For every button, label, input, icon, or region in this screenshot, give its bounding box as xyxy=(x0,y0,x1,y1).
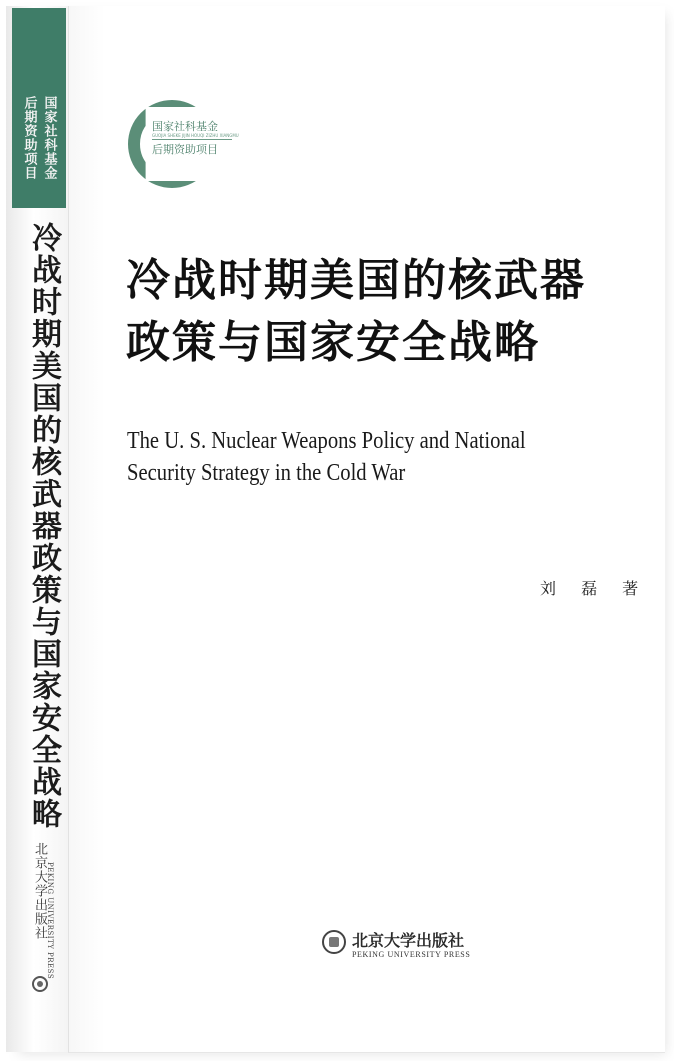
series-logo-divider xyxy=(152,139,232,140)
book-title-english xyxy=(127,425,540,489)
series-logo-line2: 后期资助项目 xyxy=(152,143,218,156)
spine-publisher-cn: 北京大学出版社 xyxy=(32,842,47,940)
series-logo xyxy=(128,100,238,190)
spine-publisher-en: PEKING UNIVERSITY PRESS xyxy=(46,862,54,980)
publisher-emblem-icon xyxy=(32,976,48,992)
author-name: 刘 磊 著 xyxy=(540,579,649,598)
publisher-name-cn: 北京大学出版社 xyxy=(352,931,465,950)
spine-series-col-right: 国家社科基金 xyxy=(41,96,57,180)
book-title-chinese-line1: 冷战时期美国的核武器 xyxy=(126,255,586,306)
book-title-english-line2: Security Strategy in the Cold War xyxy=(127,460,406,486)
book-title-chinese xyxy=(126,250,626,374)
spine-title: 冷战时期美国的核武器政策与国家安全战略 xyxy=(26,222,61,830)
book-spine xyxy=(6,6,69,1052)
series-logo-pinyin: GUOJIA SHEKE JIJIN HOUQI ZIZHU XIANGMU xyxy=(152,133,239,138)
book-title-english-line1: The U. S. Nuclear Weapons Policy and National xyxy=(127,428,526,454)
series-logo-line1: 国家社科基金 xyxy=(152,120,218,133)
publisher-name-en: PEKING UNIVERSITY PRESS xyxy=(352,950,471,959)
spine-series-label xyxy=(12,96,66,180)
publisher-logo xyxy=(322,928,471,972)
publisher-seal-icon xyxy=(322,930,346,954)
spine-series-band xyxy=(12,8,66,208)
spine-series-col-left: 后期资助项目 xyxy=(21,96,37,180)
book-title-chinese-line2: 政策与国家安全战略 xyxy=(126,317,540,368)
